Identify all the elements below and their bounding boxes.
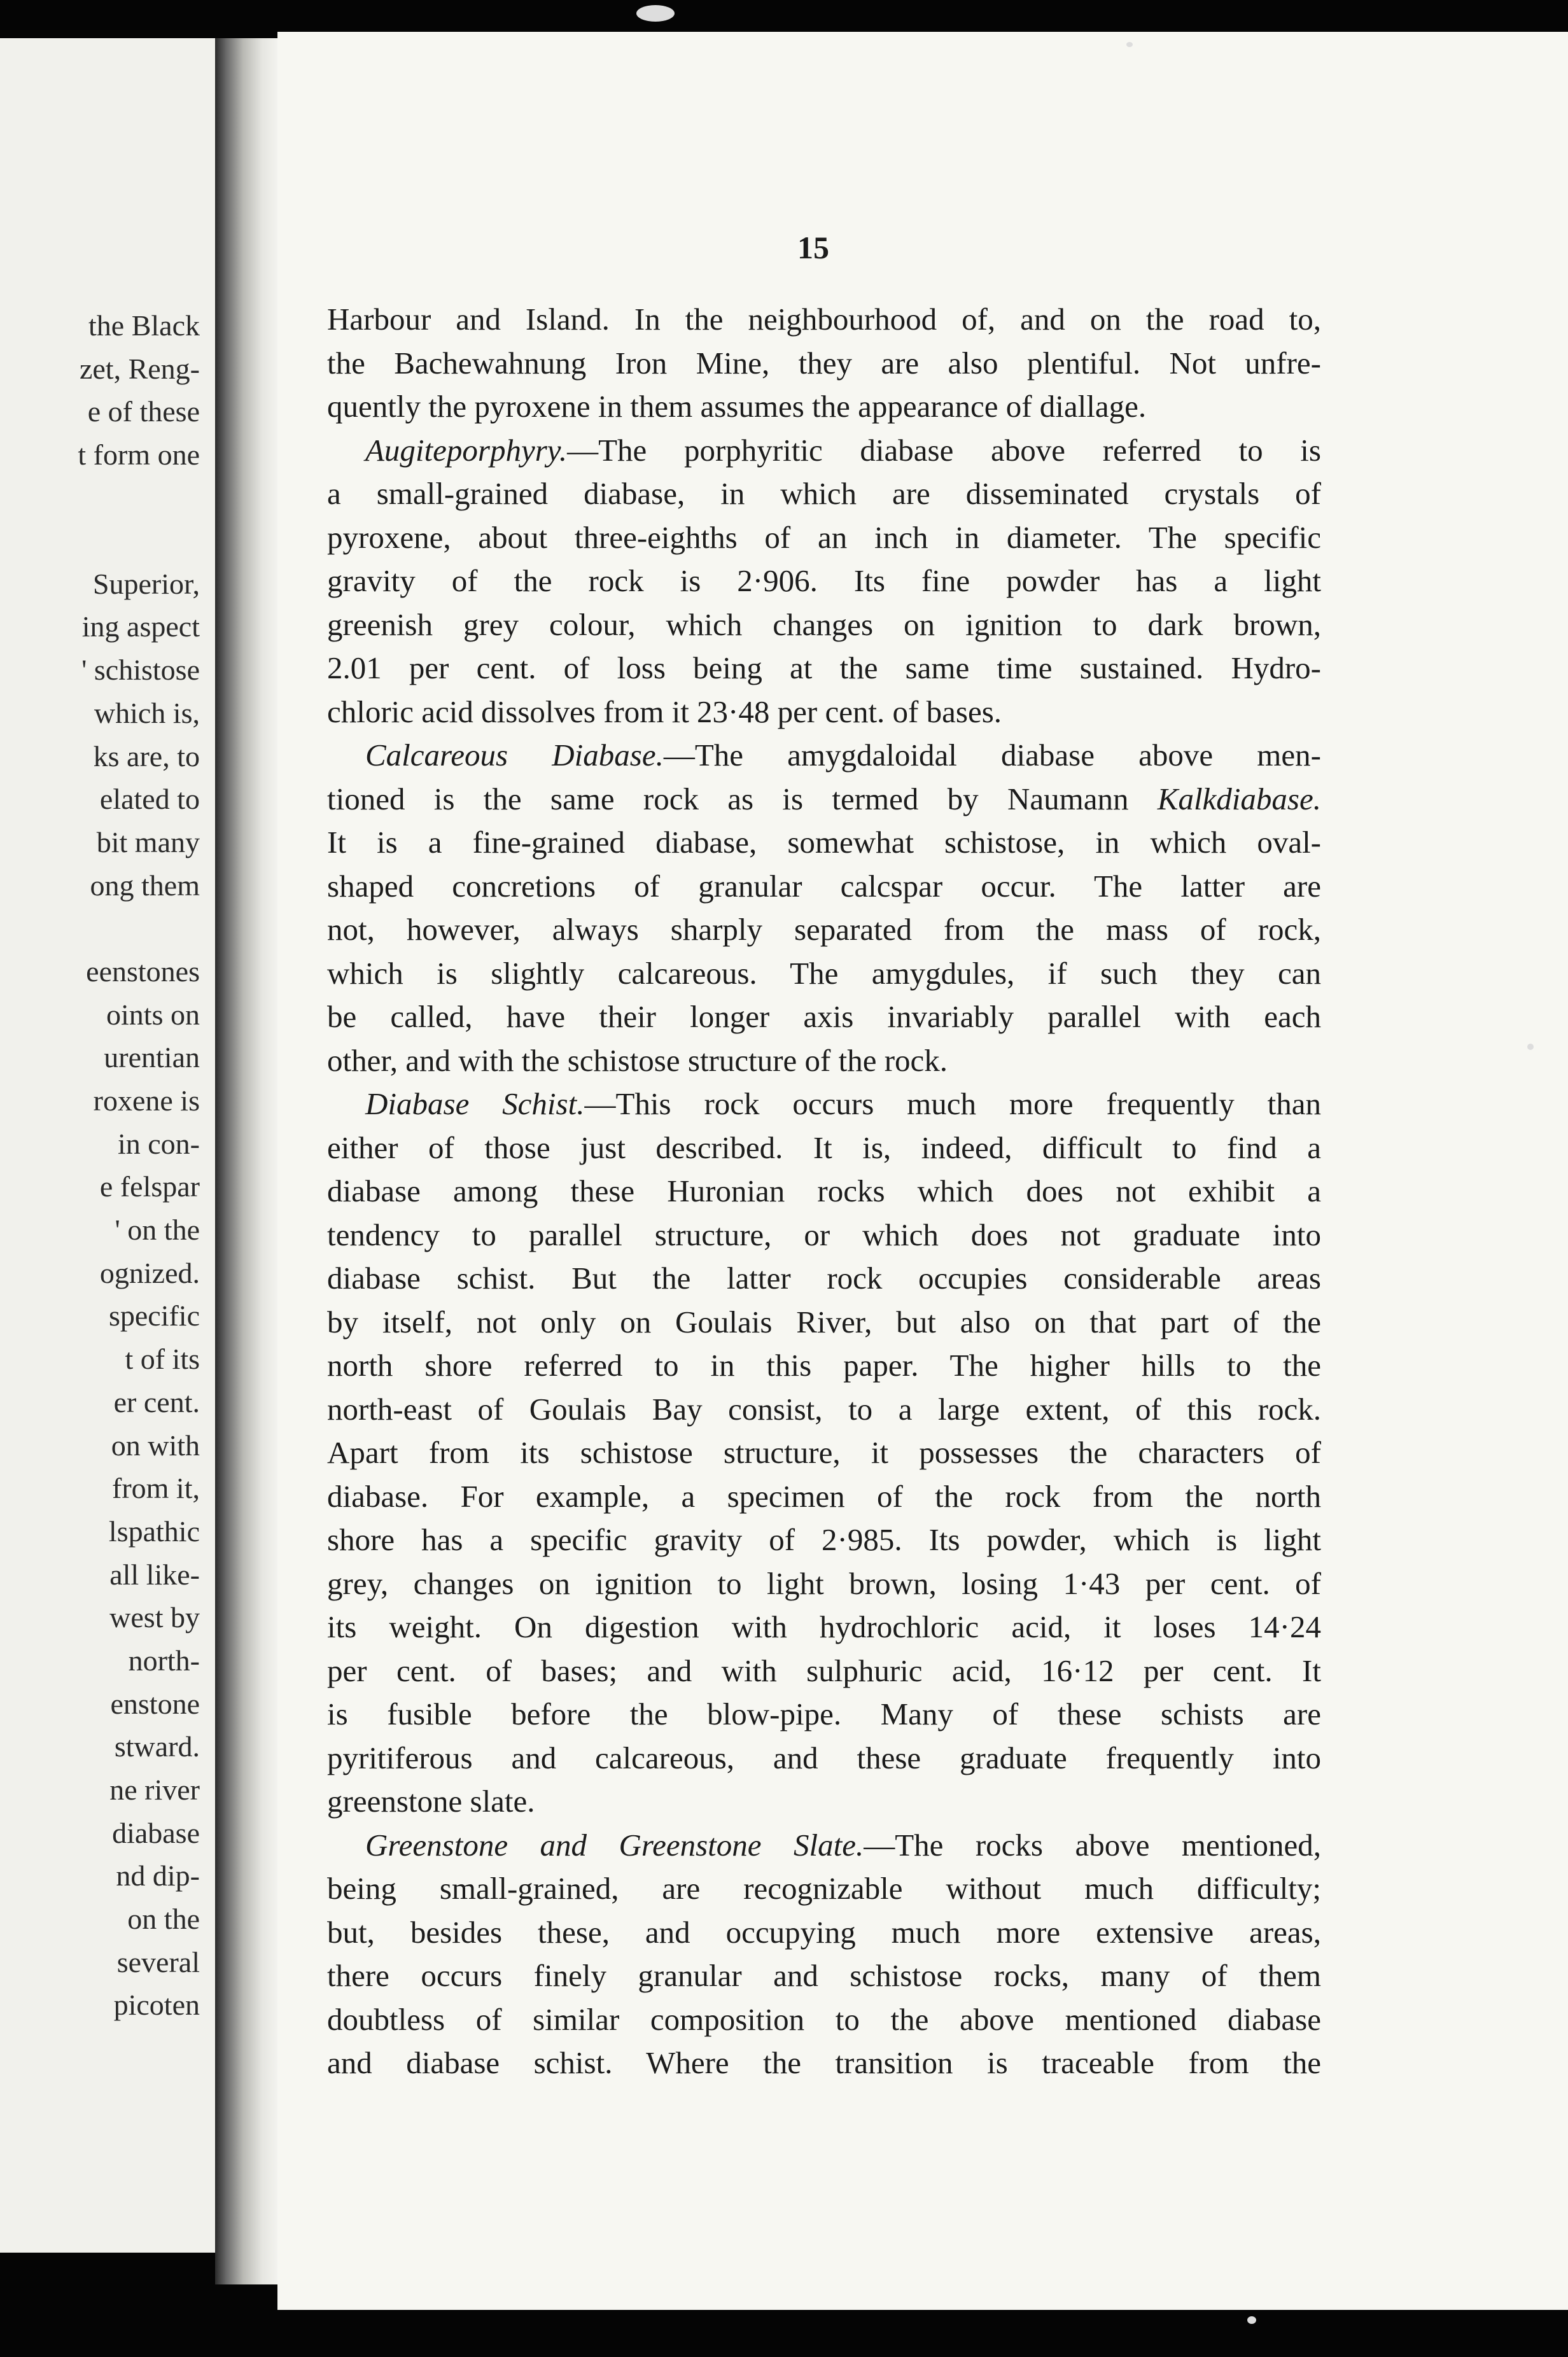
page-body [327,298,1321,2085]
text-line: diabase among these Huronian rocks which does not exhibit a [327,1173,1321,1208]
left-fragment: e felspar [99,1170,200,1203]
left-fragment-gap [0,477,200,563]
text-line: there occurs finely granular and schistose rocks, many of them [327,1958,1321,1993]
left-fragment: nd dip- [116,1859,200,1892]
left-fragment: elated to [99,783,200,816]
text-line: but, besides these, and occupying much more extensive areas, [327,1914,1321,1950]
text-line: 2.01 per cent. of loss being at the same time sustained. Hydro- [327,650,1321,685]
text-line: pyroxene, about three-eighths of an inch in diameter. The specific [327,519,1321,555]
text-line: greenish grey colour, which changes on ignition to dark brown, [327,606,1321,642]
left-fragment: bit many [96,825,200,858]
left-fragment: roxene is [93,1084,200,1117]
left-fragment: t form one [78,438,200,472]
left-fragment: ne river [109,1773,200,1806]
section-heading: Calcareous Diabase. [365,738,664,773]
text-line: Harbour and Island. In the neighbourhood of, and on the road to, [327,302,1321,337]
text-line: Calcareous Diabase.—The amygdaloidal diabase above men- [365,738,1321,773]
page-number: 15 [797,230,829,265]
text-line: not, however, always sharply separated from the mass of rock, [327,912,1321,947]
left-fragment: ' on the [115,1213,200,1247]
left-fragment: eenstones [86,955,200,988]
scan-speck [1126,42,1133,47]
text-line: north-east of Goulais Bay consist, to a large extent, of this rock. [327,1391,1321,1427]
left-page-text-fragments [0,304,200,2027]
left-fragment: diabase [112,1816,200,1849]
text-line: diabase schist. But the latter rock occupies considerable areas [327,1261,1321,1296]
text-line: tioned is the same rock as is termed by Naumann Kalkdiabase. [327,781,1321,816]
text-line: by itself, not only on Goulais River, but also on that part of the [327,1304,1321,1339]
left-fragment: er cent. [113,1385,200,1418]
left-fragment: enstone [110,1687,200,1720]
left-fragment: the Black [88,309,200,342]
left-fragment: t of its [125,1343,200,1376]
book-gutter-shadow [215,38,277,2284]
left-fragment: ' schistose [81,654,200,687]
text-line: Greenstone and Greenstone Slate.—The rocks above mentioned, [365,1827,1322,1863]
left-fragment: ognized. [99,1256,200,1289]
left-fragment: on the [127,1903,200,1936]
inline-italic-term: Kalkdiabase. [1157,781,1321,816]
text-line: Apart from its schistose structure, it possesses the characters of [327,1435,1321,1470]
left-fragment: ks are, to [93,739,200,773]
left-fragment: urentian [104,1041,200,1074]
text-line: a small-grained diabase, in which are disseminated crystals of [327,476,1321,511]
text-line: which is slightly calcareous. The amygdules, if such they can [327,955,1321,991]
left-fragment: west by [109,1601,200,1634]
text-line: per cent. of bases; and with sulphuric acid, 16·12 per cent. It [327,1653,1321,1688]
left-page [0,38,215,2253]
left-fragment: all like- [109,1558,200,1591]
scan-speck [636,5,675,22]
section-heading: Diabase Schist. [365,1086,585,1121]
text-line: It is a fine-grained diabase, somewhat schistose, in which oval- [327,825,1321,860]
left-fragment: oints on [106,998,200,1031]
text-line: being small-grained, are recognizable without much difficulty; [327,1871,1321,1906]
left-fragment: Superior, [92,567,200,600]
left-fragment: in con- [117,1127,200,1160]
text-line: quently the pyroxene in them assumes the appearance of diallage. [327,389,1147,424]
left-fragment: north- [128,1644,200,1677]
left-fragment: from it, [112,1472,200,1505]
text-line: chloric acid dissolves from it 23·48 per cent. of bases. [327,694,1002,729]
left-fragment: e of these [87,395,200,428]
left-fragment: ing aspect [81,610,200,643]
text-line: grey, changes on ignition to light brown, losing 1·43 per cent. of [327,1565,1321,1601]
text-line: shaped concretions of granular calcspar occur. The latter are [327,868,1321,904]
text-line: Diabase Schist.—This rock occurs much more frequently than [365,1086,1321,1121]
text-line: diabase. For example, a specimen of the rock from the north [327,1478,1321,1514]
scan-speck [1527,1044,1534,1050]
left-fragment: specific [108,1299,200,1332]
text-line: other, and with the schistose structure of the rock. [327,1042,948,1078]
text-line: and diabase schist. Where the transition is traceable from the [327,2045,1321,2080]
left-fragment: picoten [113,1989,200,2022]
left-fragment: zet, Reng- [79,352,200,385]
text-line: tendency to parallel structure, or which does not graduate into [327,1217,1321,1252]
section-heading: Augiteporphyry. [365,432,568,468]
text-line: doubtless of similar composition to the above mentioned diabase [327,2001,1321,2037]
text-line: the Bachewahnung Iron Mine, they are also plentiful. Not unfre- [327,345,1321,381]
text-line: shore has a specific gravity of 2·985. Its powder, which is light [327,1522,1321,1557]
right-page [277,32,1568,2310]
text-line: pyritiferous and calcareous, and these graduate frequently into [327,1740,1321,1775]
scan-speck [1247,2316,1256,2324]
text-line: its weight. On digestion with hydrochloric acid, it loses 14·24 [327,1609,1321,1644]
text-line: is fusible before the blow-pipe. Many of these schists are [327,1696,1321,1731]
left-fragment-gap [0,907,200,950]
text-line: gravity of the rock is 2·906. Its fine powder has a light [327,563,1321,598]
text-line: north shore referred to in this paper. The higher hills to the [327,1348,1321,1383]
left-fragment: ong them [90,869,200,902]
left-fragment: which is, [94,696,200,729]
section-heading: Greenstone and Greenstone Slate. [365,1827,864,1863]
text-line: be called, have their longer axis invariably parallel with each [327,999,1321,1034]
text-line: greenstone slate. [327,1784,535,1819]
left-fragment: on with [111,1429,200,1462]
left-fragment: several [116,1945,200,1978]
text-line: either of those just described. It is, indeed, difficult to find a [327,1130,1321,1165]
left-fragment: lspathic [108,1514,200,1548]
text-line: Augiteporphyry.—The porphyritic diabase above referred to is [365,432,1321,468]
left-fragment: stward. [114,1730,200,1763]
